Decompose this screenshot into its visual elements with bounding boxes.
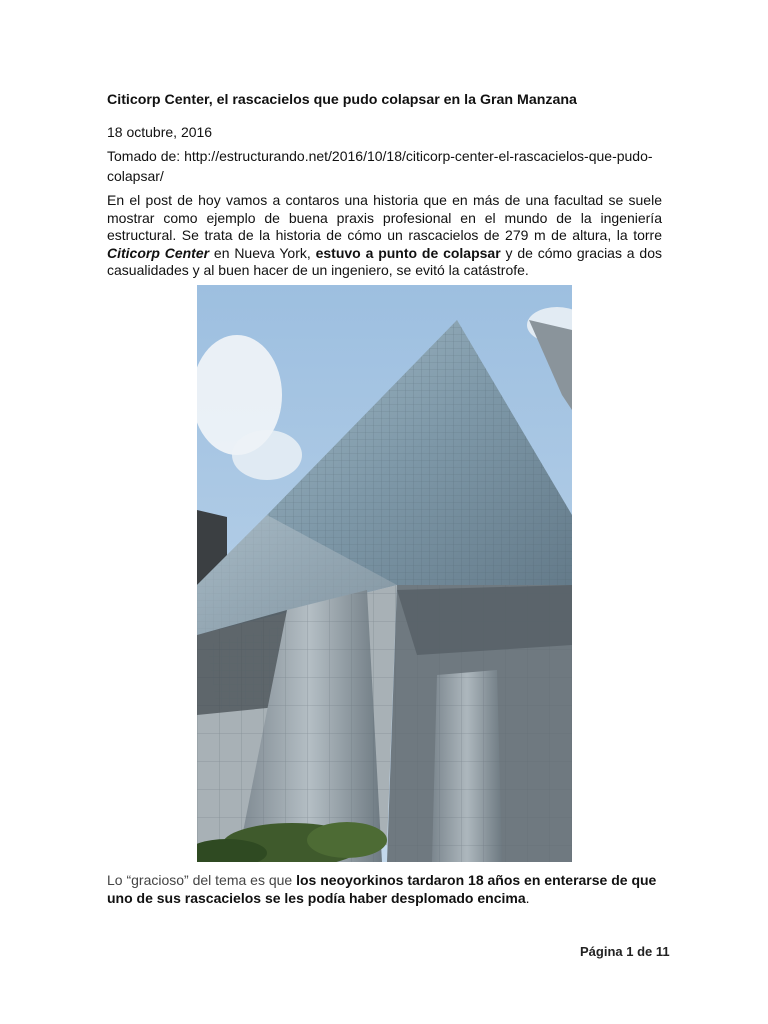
closing-paragraph: [107, 872, 667, 907]
intro-paragraph: [107, 192, 662, 280]
source-line: [107, 146, 662, 186]
intro-bold-phrase: estuvo a punto de colapsar: [315, 244, 501, 261]
tower-name: Citicorp Center: [107, 244, 210, 261]
closing-bold: los neoyorkinos tardaron 18 años en enterarse de que uno de sus rascacielos se les podía haber desplomado encima: [107, 872, 657, 906]
intro-text-3: y de cómo gracias a dos casualidades y al buen hacer de un ingeniero, se evitó la catástrofe.: [107, 244, 662, 278]
page-number: Página 1 de 11: [580, 944, 670, 959]
closing-end: .: [525, 889, 530, 906]
intro-text-2: en Nueva York,: [209, 244, 316, 261]
publish-date: 18 octubre, 2016: [107, 124, 213, 140]
source-url[interactable]: http://estructurando.net/2016/10/18/citicorp-center-el-rascacielos-que-pudo-colapsar/: [107, 148, 653, 184]
document-title: Citicorp Center, el rascacielos que pudo colapsar en la Gran Manzana: [107, 92, 577, 108]
intro-text-1: En el post de hoy vamos a contaros una historia que en más de una facultad se suele mostrar como ejemplo de buena praxis profesional en el mundo de la ingeniería estructural. Se trata de la historia de cómo un rascacielos de 279 m de altura, la torre: [107, 192, 662, 243]
source-label: Tomado de:: [107, 148, 181, 164]
skyscraper-photo: [197, 285, 572, 862]
closing-lead: Lo “gracioso” del tema es que: [107, 872, 297, 888]
